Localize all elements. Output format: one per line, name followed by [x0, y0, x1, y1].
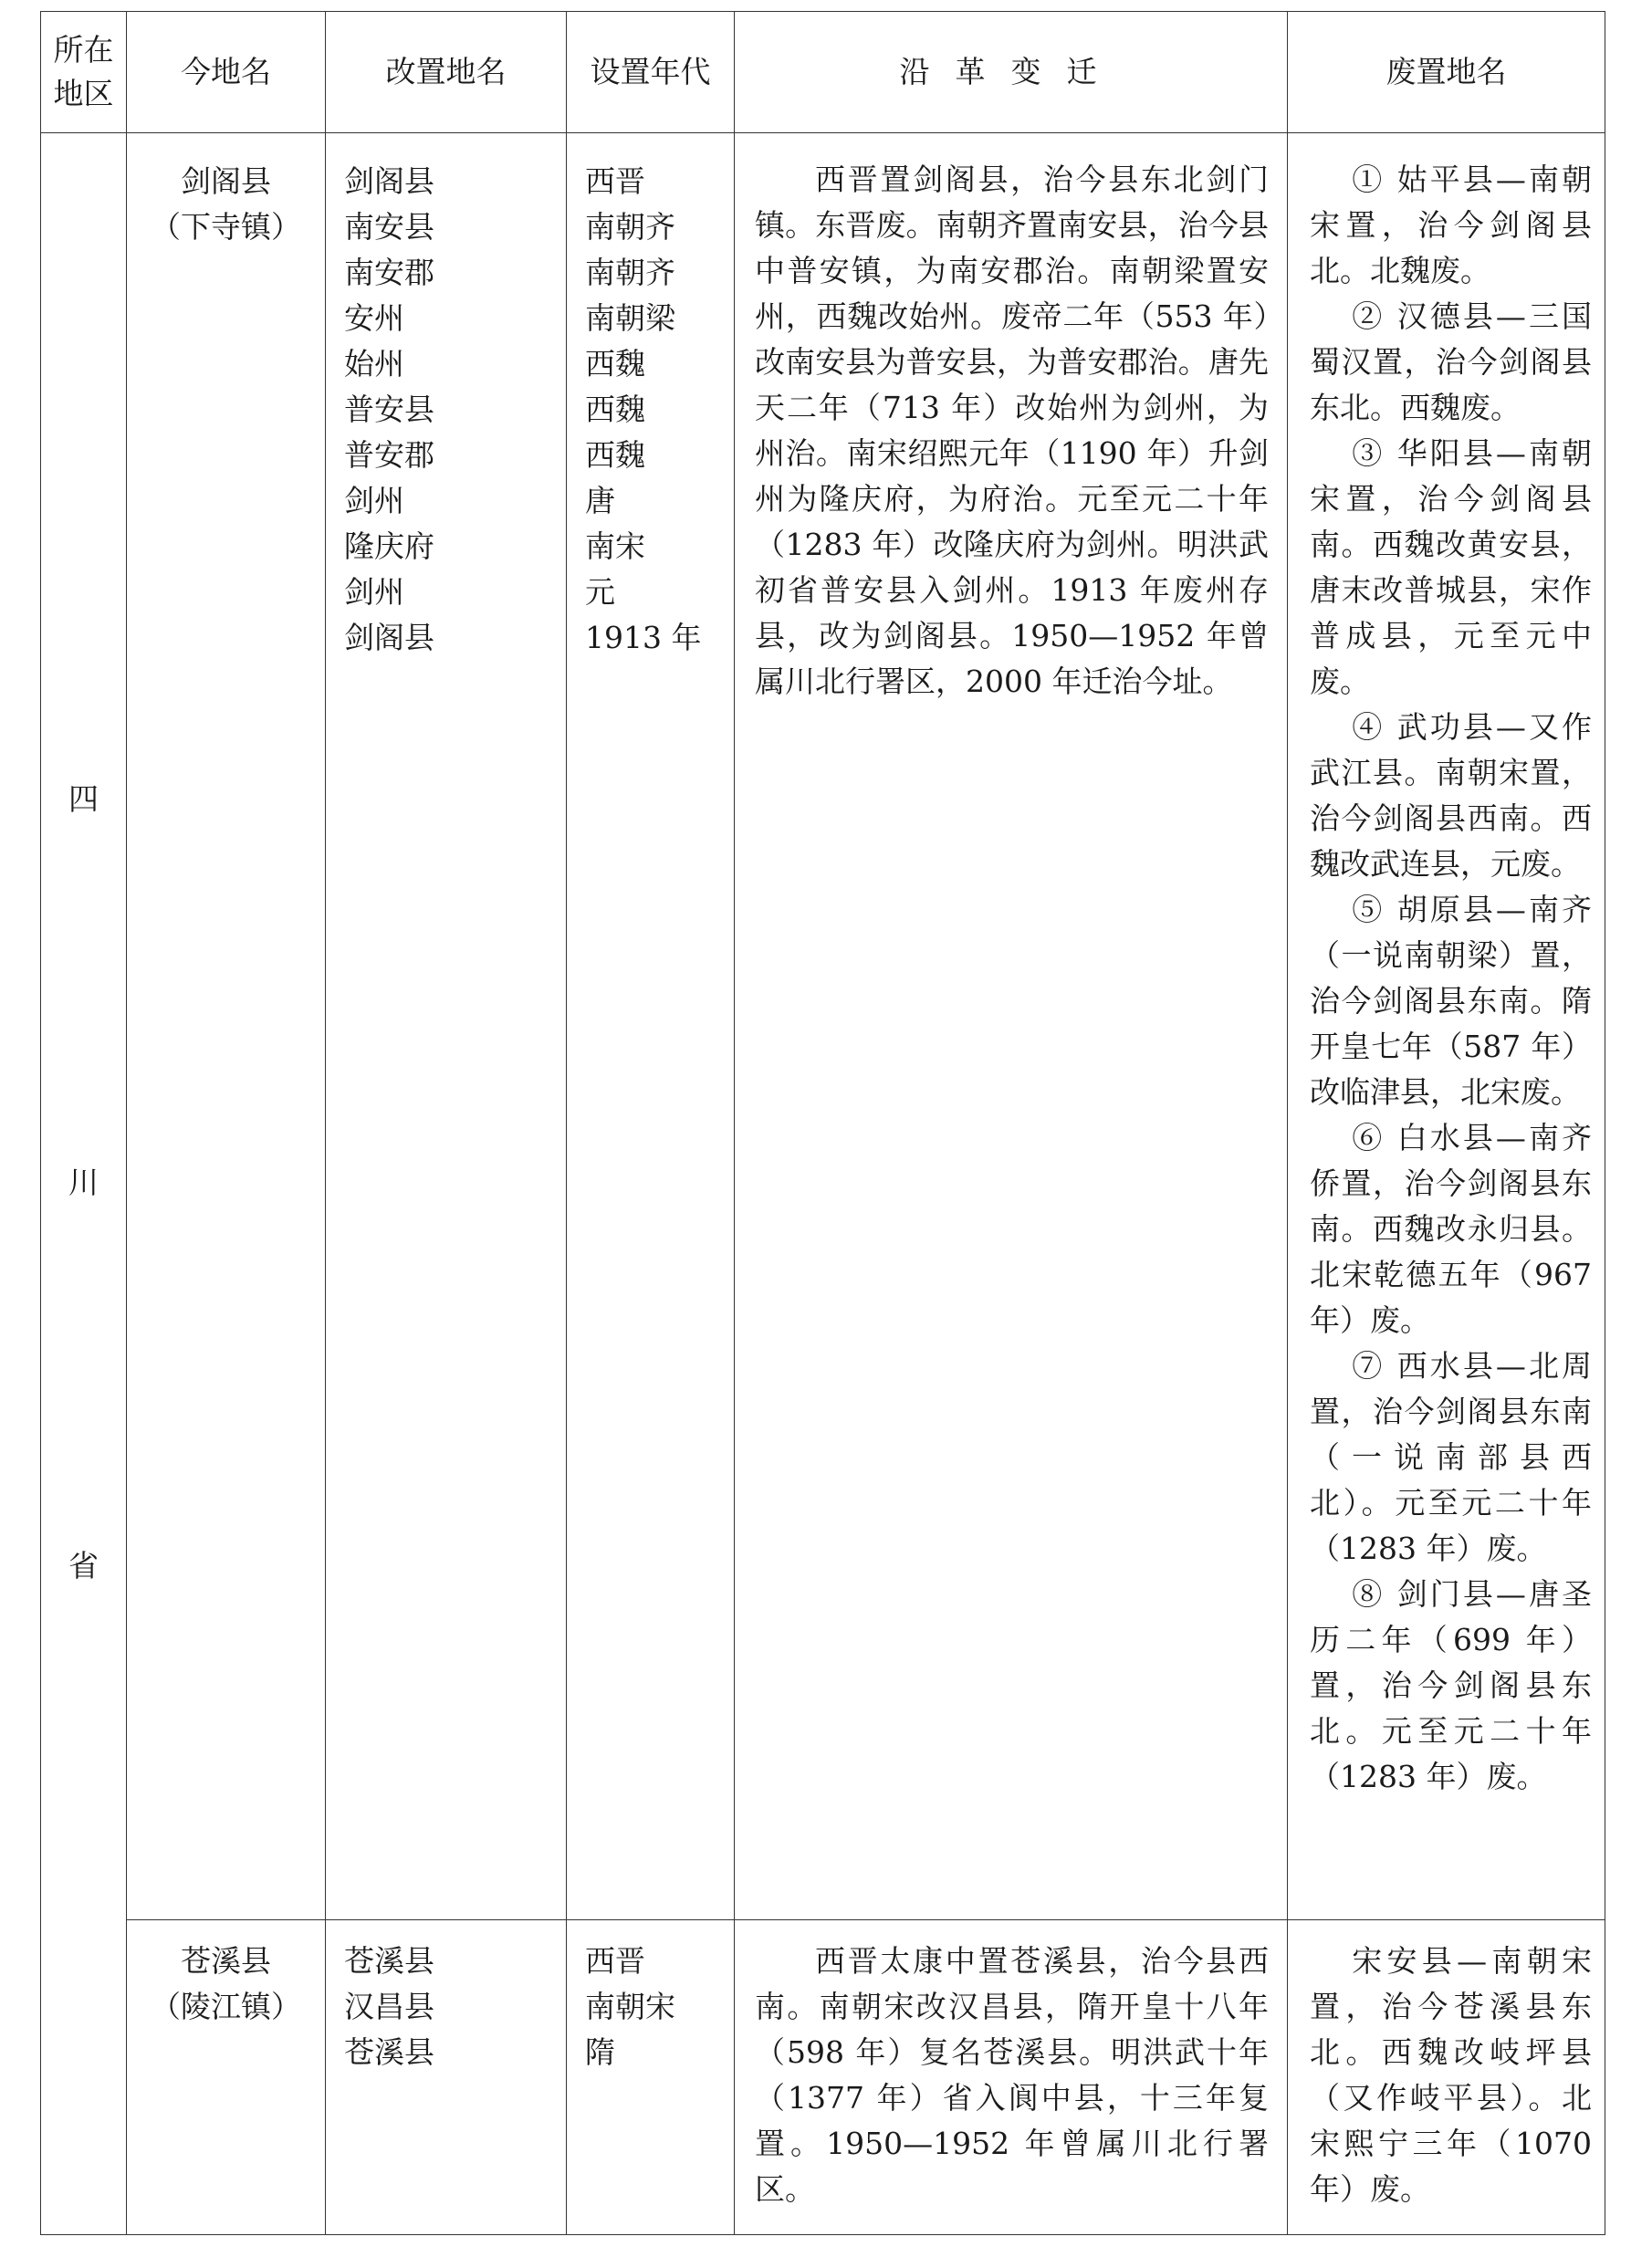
abandoned-entry: ⑦ 西水县—北周置，治今剑阁县东南（一说南部县西北）。元至元二十年（1283 年）废。 [1310, 1348, 1592, 1566]
today-seat: （陵江镇） [151, 1989, 301, 2024]
set-era: 西晋 [585, 163, 645, 199]
today-name: 剑阁县 [181, 163, 271, 199]
header-evolution: 沿革变迁 [735, 12, 1288, 133]
table-row [41, 133, 1605, 1920]
set-era: 元 [585, 574, 615, 610]
abandoned-entry: ③ 华阳县—南朝宋置，治今剑阁县南。西魏改黄安县，唐末改普城县，宋作普成县，元至元中废。 [1310, 435, 1592, 699]
header-set-era: 设置年代 [567, 12, 735, 133]
today-name: 苍溪县 [181, 1943, 271, 1979]
set-era: 南朝齐 [585, 209, 675, 245]
evolution-text: 西晋太康中置苍溪县，治今县西南。南朝宋改汉昌县，隋开皇十八年（598 年）复名苍溪县。明洪武十年（1377 年）省入阆中县，十三年复置。1950—1952 年曾属川北行署区。 [755, 1943, 1269, 2207]
set-era: 西魏 [585, 346, 645, 381]
changed-names-cell [326, 1920, 567, 2235]
header-changed-names: 改置地名 [326, 12, 567, 133]
evolution-cell [735, 1920, 1288, 2235]
changed-name: 南安县 [344, 209, 434, 245]
changed-name: 苍溪县 [344, 2034, 434, 2070]
set-era: 南宋 [585, 528, 645, 564]
changed-name: 汉昌县 [344, 1989, 434, 2024]
today-seat: （下寺镇） [151, 209, 301, 245]
changed-name: 南安郡 [344, 255, 434, 290]
changed-name: 始州 [344, 346, 404, 381]
today-name-cell [127, 1920, 326, 2235]
set-era: 西魏 [585, 392, 645, 427]
table-row [41, 1920, 1605, 2235]
abandoned-entry: ⑥ 白水县—南齐侨置，治今剑阁县东南。西魏改永归县。北宋乾德五年（967 年）废。 [1310, 1120, 1592, 1338]
header-region [41, 12, 127, 133]
region-char-3: 省 [68, 1548, 99, 1583]
set-era: 西晋 [585, 1943, 645, 1979]
changed-names-cell [326, 133, 567, 1920]
set-era: 南朝宋 [585, 1989, 675, 2024]
abandoned-entry: ④ 武功县—又作武江县。南朝宋置，治今剑阁县西南。西魏改武连县，元废。 [1310, 709, 1592, 882]
header-row [41, 12, 1605, 133]
abandoned-entry: ① 姑平县—南朝宋置，治今剑阁县北。北魏废。 [1310, 162, 1592, 288]
abandoned-cell [1288, 1920, 1605, 2235]
set-era: 西魏 [585, 437, 645, 473]
region-cell [41, 133, 127, 2235]
abandoned-entry: ⑧ 剑门县—唐圣历二年（699 年）置，治今剑阁县东北。元至元二十年（1283 年）废。 [1310, 1576, 1592, 1794]
changed-name: 剑州 [344, 574, 404, 610]
header-today-name: 今地名 [127, 12, 326, 133]
set-eras-cell [567, 133, 735, 1920]
region-char-2: 川 [68, 1165, 99, 1200]
evolution-table [40, 11, 1605, 2235]
set-era: 唐 [585, 483, 615, 518]
changed-name: 剑阁县 [344, 163, 434, 199]
header-region-line2: 地区 [53, 76, 114, 111]
changed-name: 苍溪县 [344, 1943, 434, 1979]
set-era: 隋 [585, 2034, 615, 2070]
header-region-line1: 所在 [53, 32, 114, 68]
region-char-1: 四 [68, 781, 99, 817]
changed-name: 剑阁县 [344, 620, 434, 655]
set-era: 1913 年 [585, 620, 702, 655]
evolution-text: 西晋置剑阁县，治今县东北剑门镇。东晋废。南朝齐置南安县，治今县中普安镇，为南安郡治。南朝梁置安州，西魏改始州。废帝二年（553 年）改南安县为普安县，为普安郡治。唐先天二年（713 年）改始州为剑州，为州治。南宋绍熙元年（1190 年）升剑州为隆庆府，为府治。元至元二十年（1283 年）改隆庆府为剑州。明洪武初省普安县入剑州。1913 年废州存县，改为剑阁县。1950—1952 年曾属川北行署区，2000 年迁治今址。 [755, 162, 1269, 699]
changed-name: 隆庆府 [344, 528, 434, 564]
header-abandoned: 废置地名 [1288, 12, 1605, 133]
abandoned-entry: 宋安县—南朝宋置，治今苍溪县东北。西魏改岐坪县（又作岐平县）。北宋熙宁三年（1070 年）废。 [1310, 1943, 1592, 2207]
abandoned-entry: ⑤ 胡原县—南齐（一说南朝梁）置，治今剑阁县东南。隋开皇七年（587 年）改临津县，北宋废。 [1310, 892, 1592, 1110]
changed-name: 普安县 [344, 392, 434, 427]
abandoned-entry: ② 汉德县—三国蜀汉置，治今剑阁县东北。西魏废。 [1310, 298, 1592, 425]
changed-name: 普安郡 [344, 437, 434, 473]
evolution-cell [735, 133, 1288, 1920]
abandoned-cell [1288, 133, 1605, 1920]
today-name-cell [127, 133, 326, 1920]
changed-name: 剑州 [344, 483, 404, 518]
changed-name: 安州 [344, 300, 404, 336]
set-era: 南朝梁 [585, 300, 675, 336]
set-era: 南朝齐 [585, 255, 675, 290]
set-eras-cell [567, 1920, 735, 2235]
